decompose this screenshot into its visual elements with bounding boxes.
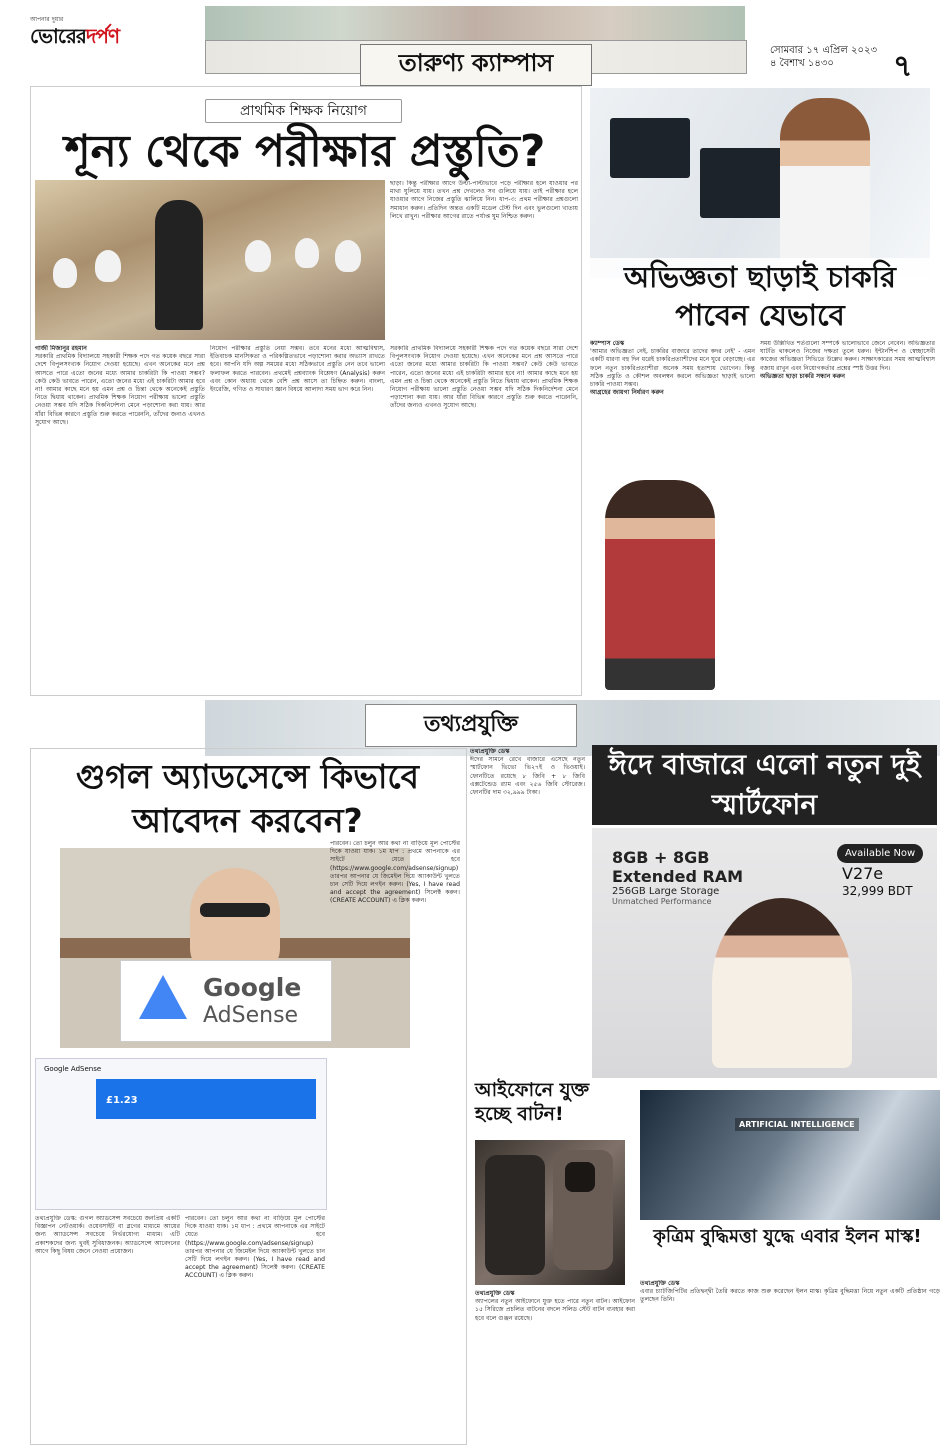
section-2-title: তথ্যপ্রযুক্তি bbox=[365, 704, 577, 747]
article-2-text-col2: সময় উল্লিখিত শর্তগুলো সম্পর্কে ভালোভাবে জেনে নেবেন। অভিজ্ঞতার ঘাটতি থাকলেও নিজের দক্ষতা তুলে ধরুন। ইন্টার্নশিপ ও স্বেচ্ছাসেবী কাজের অভিজ্ঞতা সিভিতে উল্লেখ করুন। সাক্ষাৎকারের সময় আত্মবিশ্বাস বজায় রাখুন এবং নিয়োগকর্তার প্রশ্নের স্পষ্ট উত্তর দিন। অভিজ্ঞতা ছাড়া চাকরি সন্ধান করুন bbox=[760, 340, 935, 380]
paper-name-red: দর্পণ bbox=[85, 24, 120, 48]
woman-with-phone-photo bbox=[605, 480, 715, 690]
camera-module-icon bbox=[565, 1162, 595, 1192]
article-1-byline: গাজী মিজানুর রহমান bbox=[35, 345, 87, 352]
ad-model-name: V27e bbox=[842, 864, 884, 883]
article-1-text-col3b: সরকারি প্রাথমিক বিদ্যালয়ে সহকারী শিক্ষক পদে গত কয়েক বছরে সারা দেশে বিপুলসংখ্যক নিয়োগ দেওয়া হয়েছে। এখন অনেকের মনে প্রশ্ন আসতে পারে এতো জনের মধ্যে আমার চাকরিটা কি পাওয়া সম্ভব? কেউ কেউ ভাবতে পারেন, এতো জনের মধ্যে এই চাকরিটা আমার হবে না! আমার কাছে মনে হয় এমন প্রশ্ন ও চিন্তা থেকে অনেকেই প্রস্তুতি নিতে দ্বিধায় থাকেন। প্রাথমিক শিক্ষক নিয়োগ পরীক্ষায় ভালো প্রস্তুতি নেওয়া সম্ভব যদি সঠিক দিকনির্দেশনা মেনে পড়াশোনা করা যায়। আর যাঁরা বিভিন্ন কারণে প্রস্তুতি শুরু করতে পারেননি, তাঁদের জন্যও এখনও সুযোগ আছে। bbox=[390, 345, 578, 410]
article-6-byline: তথ্যপ্রযুক্তি ডেস্ক bbox=[640, 1280, 680, 1287]
article-5-headline[interactable]: আইফোনে যুক্ত হচ্ছে বাটন! bbox=[475, 1079, 590, 1125]
ai-photo-caption: ARTIFICIAL INTELLIGENCE bbox=[735, 1118, 859, 1131]
article-1-text-col2: নিয়োগ পরীক্ষার প্রস্তুতি নেয়া সম্ভব। তবে মনের মধ্যে আত্মবিশ্বাস, ইতিবাচক মানসিকতা ও পরিকল্পিতভাবে পড়াশোনা করার অভ্যাস রাখতে হবে। আপনি যদি অল্প সময়ের মধ্যে সঠিকভাবে প্রস্তুতি নেন তবে ভালো ফলাফল করতে পারবেন। প্রথমেই প্রশ্নব্যাংক বিশ্লেষণ (Analysis) করুন এবং কোন অধ্যায় থেকে বেশি প্রশ্ন আসে তা চিহ্নিত করুন। বাংলা, ইংরেজি, গণিত ও সাধারণ জ্ঞান বিষয়ে আলাদা সময় ভাগ করে নিন। bbox=[210, 345, 385, 394]
article-3-text-col1: তথ্যপ্রযুক্তি ডেস্ক: গুগল অ্যাডসেন্স সবচেয়ে জনপ্রিয় একটি বিজ্ঞাপন নেটওয়ার্ক। ওয়েবসাইট বা ব্লগের মাধ্যমে আয়ের জন্য অ্যাডসেন্স সবচেয়ে নির্ভরযোগ্য মাধ্যম। এটি প্রকাশকদের জন্য খুবই সুবিধাজনক। অ্যাডসেন্সে আবেদনের আগে কিছু বিষয় জেনে নেওয়া প্রয়োজন। bbox=[35, 1215, 180, 1255]
article-4-headline[interactable]: ঈদে বাজারে এলো নতুন দুই স্মার্টফোন bbox=[592, 745, 937, 825]
article-4-text: তথ্যপ্রযুক্তি ডেস্ক ঈদের সামনে রেখে বাজারে এসেছে নতুন স্মার্টফোন ভিভো ভি২৭ই ও ভিওয়াই। ফোনটিতে রয়েছে ৮ জিবি + ৮ জিবি এক্সটেন্ডেড র‍্যাম এবং ২৫৬ জিবি স্টোরেজ। ফোনটির দাম ৩২,৯৯৯ টাকা। bbox=[470, 748, 585, 797]
ad-available-badge: Available Now bbox=[837, 844, 923, 863]
article-3-text-col1b: পারবেন। তো চলুন আর কথা না বাড়িয়ে মূল পোস্টের দিকে যাওয়া যাক। ১ম ধাপ : প্রথমে আপনাকে এর সাইটে যেতে হবে (https://www.google.com/adsense/signup) তারপর আপনার যে জিমেইল দিয়ে অ্যাকাউন্ট খুলতে চান সেটি দিয়ে লগইন করুন। (Yes, I have read and accept the agreement) সিলেক্ট করুন। (CREATE ACCOUNT) এ ক্লিক করুন। bbox=[185, 1215, 325, 1280]
issue-date bbox=[770, 44, 877, 70]
date-line-1: সোমবার ১৭ এপ্রিল ২০২৩ bbox=[770, 45, 877, 56]
office-photo bbox=[590, 88, 930, 278]
section-title: তারুণ্য ক্যাম্পাস bbox=[360, 44, 592, 86]
adsense-logo-word-2: AdSense bbox=[203, 1003, 299, 1028]
page-number: ৭ bbox=[893, 49, 913, 84]
iphone-photo bbox=[475, 1140, 625, 1285]
adsense-dashboard-screenshot bbox=[35, 1058, 327, 1210]
article-2-subhead-2: অভিজ্ঞতা ছাড়া চাকরি সন্ধান করুন bbox=[760, 372, 846, 380]
paper-logo[interactable] bbox=[30, 22, 119, 55]
woman-with-headset bbox=[780, 98, 870, 268]
masthead bbox=[0, 0, 945, 84]
article-1-text-col3: ছাড়া। কিন্তু পরীক্ষার আগে উল্টা-পাল্টাভাবে পড়ে পরীক্ষার হলে যাওয়ার পর মাথা ঘুলিয়ে যায়। তখন প্রশ্ন দেখলেও সব গুলিয়ে যায়। তাই পরীক্ষার হলে যাওয়ার আগে নিজের প্রস্তুতি ঝালিয়ে নিন। ধাপ-৩: প্রথম পরীক্ষার প্রশ্নগুলো সমাধান করুন। প্রতিদিন অন্তত একটি মডেল টেস্ট দিন এবং ভুলগুলো খাতায় লিখে রাখুন। পরীক্ষার আগের রাতে পর্যাপ্ত ঘুম নিশ্চিত করুন। bbox=[390, 180, 578, 220]
article-2-byline: ক্যাম্পাস ডেস্ক bbox=[590, 340, 625, 347]
article-3-headline[interactable]: গুগল অ্যাডসেন্সে কিভাবে আবেদন করবেন? bbox=[75, 757, 420, 840]
article-1-text-col1: গাজী মিজানুর রহমান সরকারি প্রাথমিক বিদ্যালয়ে সহকারী শিক্ষক পদে গত কয়েক বছরে সারা দেশে বিপুলসংখ্যক নিয়োগ দেওয়া হয়েছে। এখন অনেকের মনে প্রশ্ন আসতে পারে এতো জনের মধ্যে আমার চাকরিটা কি পাওয়া সম্ভব? কেউ কেউ ভাবতে পারেন, এতো জনের মধ্যে এই চাকরিটা আমার হবে না! আমার কাছে মনে হয় এমন প্রশ্ন ও চিন্তা থেকে অনেকেই প্রস্তুতি নিতে দ্বিধায় থাকেন। প্রাথমিক শিক্ষক নিয়োগ পরীক্ষায় ভালো প্রস্তুতি নেওয়া সম্ভব যদি সঠিক দিকনির্দেশনা মেনে পড়াশোনা করা যায়। আর যাঁরা বিভিন্ন কারণে প্রস্তুতি শুরু করতে পারেননি, তাঁদের জন্যও এখনও সুযোগ আছে। bbox=[35, 345, 205, 426]
article-6-headline[interactable]: কৃত্রিম বুদ্ধিমত্তা যুদ্ধে এবার ইলন মাস্ক! bbox=[653, 1226, 922, 1247]
adsense-logo-icon bbox=[139, 975, 187, 1019]
ad-spec-2: Extended RAM bbox=[612, 867, 744, 886]
classroom-photo bbox=[35, 180, 385, 340]
dashboard-value: £1.23 bbox=[106, 1095, 138, 1106]
paper-slogan: আপনার দুয়ার bbox=[30, 16, 64, 23]
banner-photo bbox=[205, 6, 745, 42]
ai-robot-photo bbox=[640, 1090, 940, 1220]
teacher-figure bbox=[155, 200, 203, 330]
date-line-2: ৪ বৈশাখ ১৪৩০ bbox=[770, 58, 834, 69]
article-2-headline[interactable]: অভিজ্ঞতা ছাড়াই চাকরি পাবেন যেভাবে bbox=[590, 258, 930, 334]
article-1-kicker: প্রাথমিক শিক্ষক নিয়োগ bbox=[205, 99, 402, 123]
ad-spec-3: 256GB Large Storage bbox=[612, 886, 720, 897]
ad-model-photo bbox=[712, 898, 852, 1068]
paper-name-black: ভোরের bbox=[30, 24, 86, 48]
article-5-text: তথ্যপ্রযুক্তি ডেস্ক অ্যাপলের নতুন আইফোনে যুক্ত হতে পারে নতুন বাটন। আইফোন ১৫ সিরিজে প্রচলিত বাটনের বদলে সলিড স্টেট বাটন ব্যবহার করা হবে বলে গুঞ্জন রয়েছে। bbox=[475, 1290, 635, 1322]
ad-price: 32,999 BDT bbox=[842, 884, 913, 898]
article-2-subhead-1: আগ্রহের জায়গা নির্ধারণ করুন bbox=[590, 389, 664, 397]
adsense-logo bbox=[120, 960, 332, 1042]
adsense-logo-word-1: Google bbox=[203, 973, 302, 1002]
article-3-text-col2: পারবেন। তো চলুন আর কথা না বাড়িয়ে মূল পোস্টের দিকে যাওয়া যাক। ১ম ধাপ : প্রথমে আপনাকে এর সাইটে যেতে হবে (https://www.google.com/adsense/signup) তারপর আপনার যে জিমেইল দিয়ে অ্যাকাউন্ট খুলতে চান সেটি দিয়ে লগইন করুন। (Yes, I have read and accept the agreement) সিলেক্ট করুন। (CREATE ACCOUNT) এ ক্লিক করুন। bbox=[330, 840, 460, 905]
article-5-byline: তথ্যপ্রযুক্তি ডেস্ক bbox=[475, 1290, 515, 1297]
article-6-text: তথ্যপ্রযুক্তি ডেস্ক এবার চ্যাটজিপিটির প্রতিদ্বন্দ্বী তৈরি করতে কাজ শুরু করেছেন ইলন মাস্ক। কৃত্রিম বুদ্ধিমত্তা নিয়ে নতুন একটি প্রতিষ্ঠান গড়ে তুলছেন তিনি। bbox=[640, 1280, 940, 1304]
article-2-text-col1: ক্যাম্পাস ডেস্ক 'আমার অভিজ্ঞতা নেই, চাকরির বাজারে তাদের কদর নেই' - এমন একটি ধারণা বহু দিন ধরেই চাকরিপ্রত্যাশীদের মনে ঘুরে বেড়াচ্ছে। এর ফলে নতুন চাকরিপ্রত্যাশীরা অনেক সময় হতাশায় ভোগেন। কিন্তু সঠিক প্রস্তুতি ও কৌশল অবলম্বন করলে অভিজ্ঞতা ছাড়াই ভালো চাকরি পাওয়া সম্ভব। আগ্রহের জায়গা নির্ধারণ করুন bbox=[590, 340, 755, 397]
article-1-headline[interactable]: শূন্য থেকে পরীক্ষার প্রস্তুতি? bbox=[64, 126, 546, 177]
dashboard-title: Google AdSense bbox=[44, 1065, 102, 1073]
ad-spec-1: 8GB + 8GB bbox=[612, 848, 710, 867]
vivo-phone-ad bbox=[592, 828, 937, 1078]
article-4-byline: তথ্যপ্রযুক্তি ডেস্ক bbox=[470, 748, 510, 755]
ad-spec-4: Unmatched Performance bbox=[612, 897, 712, 906]
ad-spec-block bbox=[612, 848, 743, 906]
